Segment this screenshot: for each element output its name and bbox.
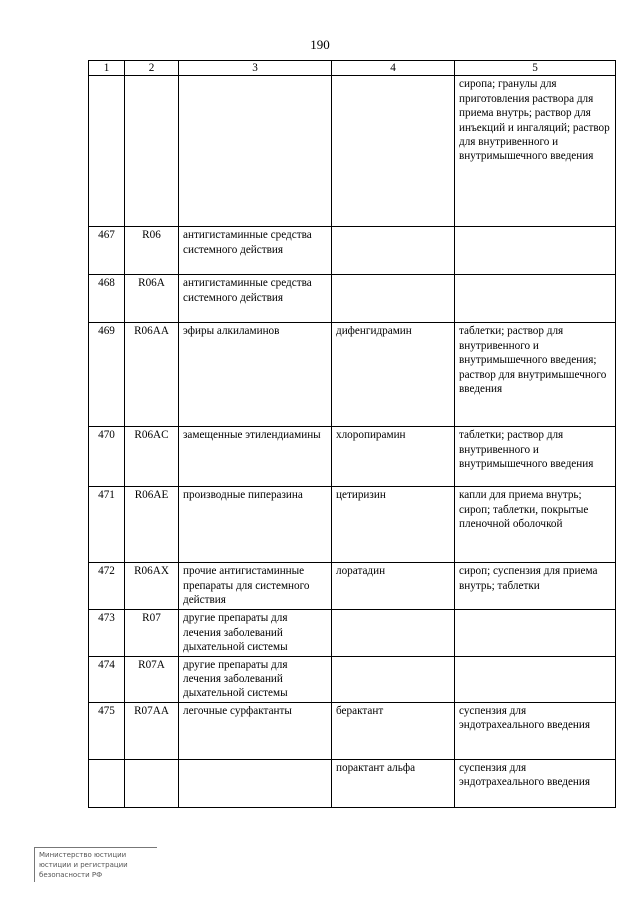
drug-name: порактант альфа xyxy=(332,759,455,807)
row-number: 472 xyxy=(89,563,125,610)
header-col-3: 3 xyxy=(179,61,332,76)
dosage-form: суспензия для эндотрахеального введения xyxy=(455,759,616,807)
stamp-line: юстиции и регистрации xyxy=(39,861,128,869)
dosage-form: сироп; суспензия для приема внутрь; таблетки xyxy=(455,563,616,610)
dosage-form: капли для приема внутрь; сироп; таблетки, покрытые пленочной оболочкой xyxy=(455,487,616,563)
atc-code: R07 xyxy=(125,610,179,656)
table-row xyxy=(89,656,616,702)
drug-name xyxy=(332,656,455,702)
dosage-form xyxy=(455,275,616,323)
drug-name xyxy=(332,76,455,227)
atc-code: R06AA xyxy=(125,323,179,427)
dosage-form: суспензия для эндотрахеального введения xyxy=(455,702,616,759)
row-number: 473 xyxy=(89,610,125,656)
dosage-form: таблетки; раствор для внутривенного и внутримышечного введения xyxy=(455,427,616,487)
header-col-5: 5 xyxy=(455,61,616,76)
table-row xyxy=(89,702,616,759)
atc-code: R06AX xyxy=(125,563,179,610)
row-number: 471 xyxy=(89,487,125,563)
drug-name: дифенгидрамин xyxy=(332,323,455,427)
atc-code: R07AA xyxy=(125,702,179,759)
stamp-line: Министерство юстиции xyxy=(39,851,127,859)
atc-code: R07A xyxy=(125,656,179,702)
table-row xyxy=(89,563,616,610)
group-name: замещенные этилендиамины xyxy=(179,427,332,487)
group-name xyxy=(179,759,332,807)
group-name: другие препараты для лечения заболеваний дыхательной системы xyxy=(179,656,332,702)
group-name: антигистаминные средства системного действия xyxy=(179,227,332,275)
drug-name xyxy=(332,275,455,323)
header-row xyxy=(89,61,616,76)
row-number xyxy=(89,759,125,807)
group-name: легочные сурфактанты xyxy=(179,702,332,759)
group-name: эфиры алкиламинов xyxy=(179,323,332,427)
dosage-form: сиропа; гранулы для приготовления раствора для приема внутрь; раствор для инъекций и ингаляций; раствор для внутривенного и внутримышечного введения xyxy=(455,76,616,227)
table-row xyxy=(89,76,616,227)
header-col-1: 1 xyxy=(89,61,125,76)
table-row xyxy=(89,487,616,563)
dosage-form: таблетки; раствор для внутривенного и внутримышечного введения; раствор для внутримышечного введения xyxy=(455,323,616,427)
table-row xyxy=(89,227,616,275)
header-col-2: 2 xyxy=(125,61,179,76)
dosage-form xyxy=(455,610,616,656)
row-number: 475 xyxy=(89,702,125,759)
stamp-line: безопасности РФ xyxy=(39,871,103,879)
row-number xyxy=(89,76,125,227)
table-row xyxy=(89,610,616,656)
group-name: другие препараты для лечения заболеваний дыхательной системы xyxy=(179,610,332,656)
row-number: 470 xyxy=(89,427,125,487)
medicine-table xyxy=(88,60,616,808)
dosage-form xyxy=(455,227,616,275)
row-number: 469 xyxy=(89,323,125,427)
group-name: антигистаминные средства системного действия xyxy=(179,275,332,323)
page-number: 190 xyxy=(310,37,330,52)
drug-name: цетиризин xyxy=(332,487,455,563)
drug-name xyxy=(332,610,455,656)
header-col-4: 4 xyxy=(332,61,455,76)
group-name xyxy=(179,76,332,227)
table-row xyxy=(89,427,616,487)
drug-name: берактант xyxy=(332,702,455,759)
atc-code xyxy=(125,759,179,807)
atc-code: R06AE xyxy=(125,487,179,563)
group-name: прочие антигистаминные препараты для системного действия xyxy=(179,563,332,610)
atc-code: R06 xyxy=(125,227,179,275)
registration-stamp xyxy=(34,847,157,882)
row-number: 468 xyxy=(89,275,125,323)
atc-code: R06AC xyxy=(125,427,179,487)
atc-code: R06A xyxy=(125,275,179,323)
table-row xyxy=(89,323,616,427)
row-number: 467 xyxy=(89,227,125,275)
drug-name xyxy=(332,227,455,275)
row-number: 474 xyxy=(89,656,125,702)
atc-code xyxy=(125,76,179,227)
group-name: производные пиперазина xyxy=(179,487,332,563)
drug-name: лоратадин xyxy=(332,563,455,610)
drug-name: хлоропирамин xyxy=(332,427,455,487)
table-row xyxy=(89,275,616,323)
dosage-form xyxy=(455,656,616,702)
table-row xyxy=(89,759,616,807)
